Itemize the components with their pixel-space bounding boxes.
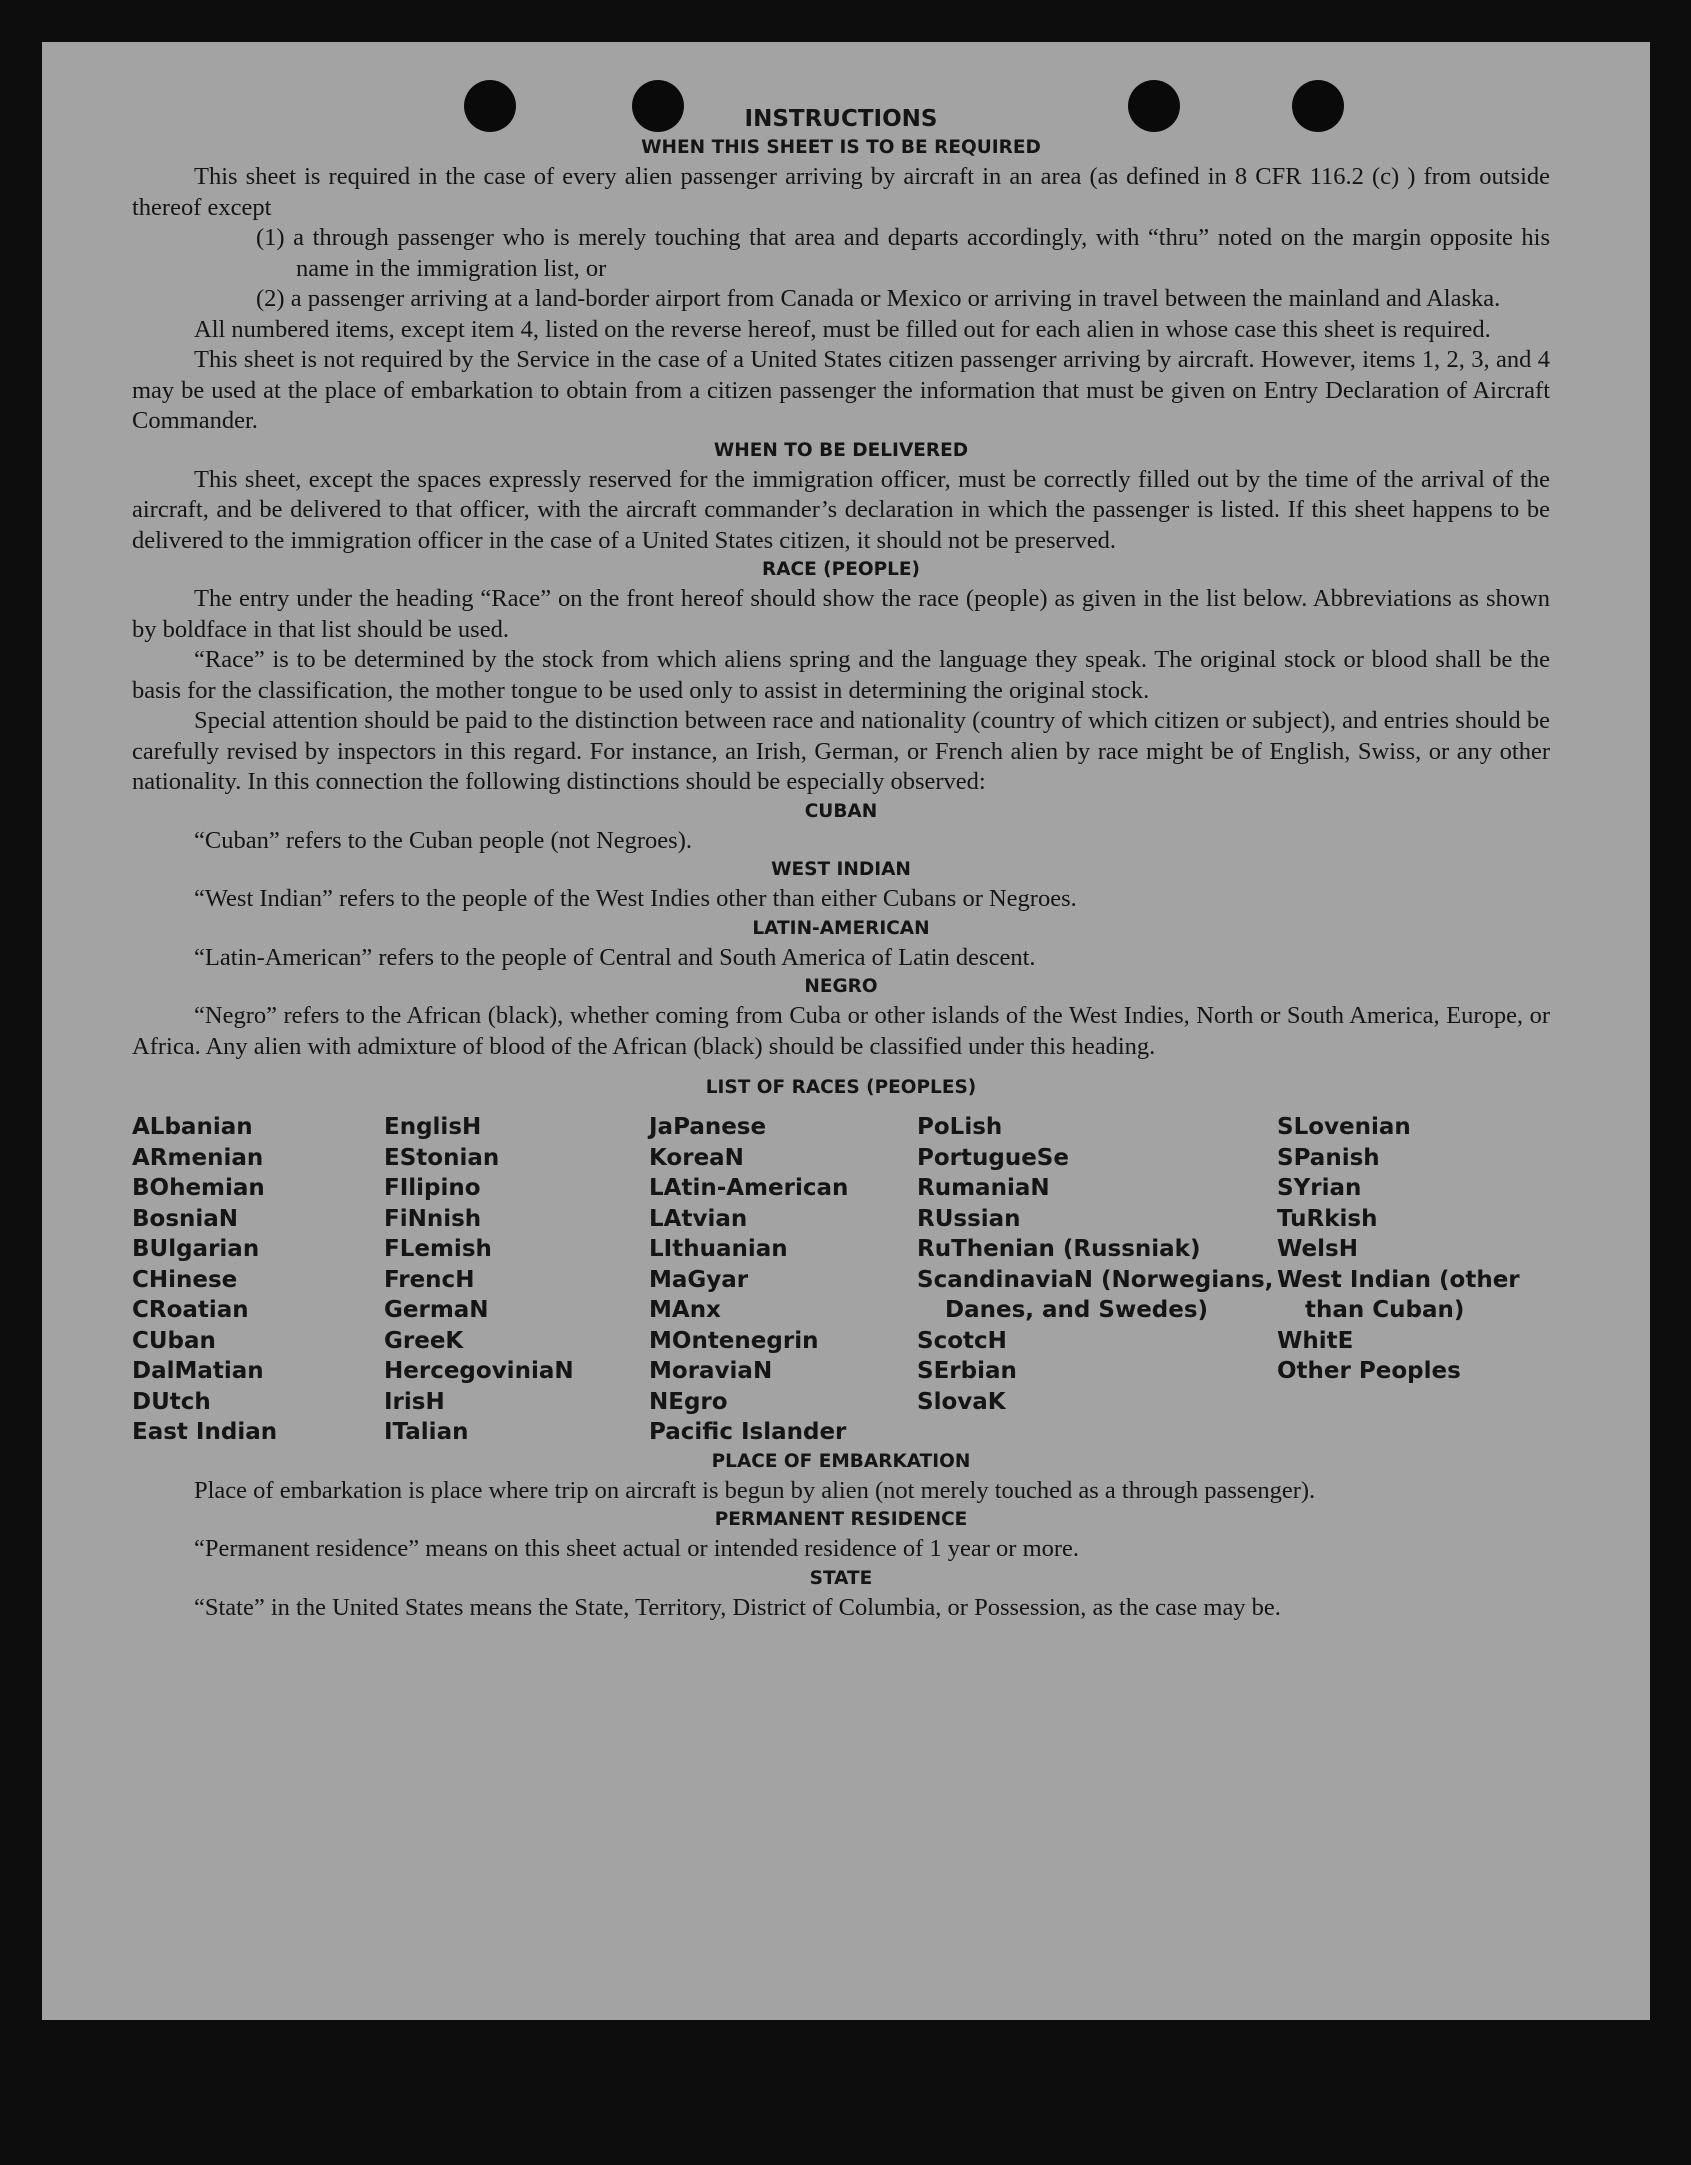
race-entry: TuRkish bbox=[1277, 1205, 1378, 1232]
west-indian-text: “West Indian” refers to the people of the West Indies other than either Cubans or Negroes. bbox=[194, 885, 1077, 912]
race-entry: West Indian (other than Cuban) bbox=[1277, 1266, 1520, 1323]
race-entry: MAnx bbox=[649, 1297, 721, 1323]
required-intro: This sheet is required in the case of every alien passenger arriving by aircraft in an area (as defined in 8 CFR 116.2 (c) ) from outside thereof except bbox=[132, 163, 1550, 221]
race-entry: LIthuanian bbox=[649, 1236, 788, 1262]
race-entry: RumaniaN bbox=[917, 1175, 1050, 1201]
exception-1: (1) a through passenger who is merely touching that area and departs accordingly, with “thru” noted on the margin opposite his name in the immigration list, or bbox=[256, 224, 1550, 282]
race-entry: ARmenian bbox=[132, 1144, 264, 1171]
races-column bbox=[649, 1112, 917, 1448]
race-entry: IrisH bbox=[384, 1388, 445, 1415]
list-of-races-heading: LIST OF RACES (PEOPLES) bbox=[705, 1077, 977, 1098]
races-column bbox=[384, 1112, 649, 1448]
section-heading-required: WHEN THIS SHEET IS TO BE REQUIRED bbox=[641, 137, 1041, 158]
race-entry: GreeK bbox=[384, 1327, 464, 1354]
race-entry: SLovenian bbox=[1277, 1114, 1411, 1140]
race-entry: WhitE bbox=[1277, 1327, 1354, 1354]
races-column bbox=[917, 1112, 1277, 1448]
race-entry: BOhemian bbox=[132, 1175, 265, 1201]
race-entry: BosniaN bbox=[132, 1205, 239, 1232]
race-entry: EStonian bbox=[384, 1144, 500, 1171]
race-entry: HercegoviniaN bbox=[384, 1358, 574, 1384]
race-entry: BUlgarian bbox=[132, 1236, 260, 1262]
race-entry: ScandinaviaN (Norwegians, Danes, and Swedes) bbox=[917, 1266, 1274, 1323]
race-entry: DalMatian bbox=[132, 1358, 264, 1384]
race-entry: GermaN bbox=[384, 1297, 489, 1323]
residence-text: “Permanent residence” means on this sheet actual or intended residence of 1 year or more. bbox=[194, 1535, 1080, 1562]
cuban-text: “Cuban” refers to the Cuban people (not Negroes). bbox=[194, 826, 692, 854]
race-entry: LAtin-American bbox=[649, 1175, 849, 1201]
race-entry: ITalian bbox=[384, 1419, 469, 1445]
section-heading-latin-american: LATIN-AMERICAN bbox=[752, 917, 930, 939]
instruction-sheet bbox=[42, 42, 1650, 2020]
race-entry: MoraviaN bbox=[649, 1358, 773, 1384]
delivered-text: This sheet, except the spaces expressly reserved for the immigration officer, must be correctly filled out by the time of the arrival of the aircraft, and be delivered to that officer, with the aircraft commander’s declaration in which the passenger is listed. If this sheet happens to be delivered to the immigration officer in the case of a United States citizen, it should not be preserved. bbox=[132, 465, 1550, 554]
section-heading-state: STATE bbox=[809, 1567, 873, 1589]
race-entry: Pacific Islander bbox=[649, 1419, 847, 1445]
race-entry: FLemish bbox=[384, 1236, 492, 1262]
race-entry: SlovaK bbox=[917, 1388, 1006, 1415]
race-entry: ScotcH bbox=[917, 1327, 1007, 1354]
exception-2: (2) a passenger arriving at a land-border airport from Canada or Mexico or arriving in travel between the mainland and Alaska. bbox=[256, 285, 1501, 312]
races-column bbox=[1277, 1112, 1547, 1448]
race-entry: FrencH bbox=[384, 1266, 475, 1293]
negro-text: “Negro” refers to the African (black), whether coming from Cuba or other islands of the West Indies, North or South America, Europe, or Africa. Any alien with admixture of blood of the African (black) should be classified under this heading. bbox=[132, 1002, 1550, 1060]
race-entry: EnglisH bbox=[384, 1114, 482, 1140]
section-heading-west-indian: WEST INDIAN bbox=[771, 859, 911, 880]
races-column bbox=[132, 1112, 384, 1448]
embarkation-text: Place of embarkation is place where trip on aircraft is begun by alien (not merely touched as a through passenger). bbox=[194, 1476, 1316, 1504]
races-list bbox=[132, 1112, 1550, 1448]
numbered-items-text: All numbered items, except item 4, listed on the reverse hereof, must be filled out for each alien in whose case this sheet is required. bbox=[194, 315, 1491, 343]
section-heading-residence: PERMANENT RESIDENCE bbox=[714, 1509, 968, 1530]
race-entry: PoLish bbox=[917, 1114, 1003, 1140]
race-paragraph-1: The entry under the heading “Race” on the front hereof should show the race (people) as given in the list below. Abbreviations as shown by boldface in that list should be used. bbox=[132, 585, 1550, 643]
race-entry: RuThenian (Russniak) bbox=[917, 1236, 1201, 1262]
race-entry: SErbian bbox=[917, 1358, 1017, 1384]
section-heading-cuban: CUBAN bbox=[804, 800, 878, 822]
race-paragraph-3: Special attention should be paid to the distinction between race and nationality (country of which citizen or subject), and entries should be carefully revised by inspectors in this regard. For instance, an Irish, German, or French alien by race might be of English, Swiss, or any other nationality. In this connection the following distinctions should be especially observed: bbox=[132, 707, 1550, 795]
section-heading-embarkation: PLACE OF EMBARKATION bbox=[711, 1450, 971, 1472]
race-entry: MOntenegrin bbox=[649, 1327, 819, 1354]
race-entry: CUban bbox=[132, 1327, 216, 1354]
race-entry: KoreaN bbox=[649, 1144, 744, 1171]
latin-american-text: “Latin-American” refers to the people of Central and South America of Latin descent. bbox=[194, 943, 1036, 971]
state-text: “State” in the United States means the State, Territory, District of Columbia, or Possession, as the case may be. bbox=[194, 1593, 1281, 1621]
race-entry: East Indian bbox=[132, 1419, 278, 1445]
race-entry: ALbanian bbox=[132, 1114, 253, 1140]
section-heading-race: RACE (PEOPLE) bbox=[761, 559, 921, 580]
race-entry: Other Peoples bbox=[1277, 1358, 1461, 1384]
race-entry: RUssian bbox=[917, 1205, 1021, 1232]
race-entry: FIlipino bbox=[384, 1175, 481, 1201]
race-entry: CRoatian bbox=[132, 1297, 249, 1323]
race-entry: WelsH bbox=[1277, 1236, 1358, 1262]
citizen-text: This sheet is not required by the Service in the case of a United States citizen passenger arriving by aircraft. However, items 1, 2, 3, and 4 may be used at the place of embarkation to obtain from a citizen passenger the information that must be given on Entry Declaration of Aircraft Commander. bbox=[132, 346, 1550, 434]
race-entry: LAtvian bbox=[649, 1205, 748, 1232]
race-paragraph-2: “Race” is to be determined by the stock from which aliens spring and the language they speak. The original stock or blood shall be the basis for the classification, the mother tongue to be used only to assist in determining the original stock. bbox=[132, 646, 1550, 704]
race-entry: NEgro bbox=[649, 1388, 728, 1415]
instructions-content bbox=[132, 104, 1550, 1623]
race-entry: DUtch bbox=[132, 1388, 211, 1415]
race-entry: MaGyar bbox=[649, 1266, 749, 1293]
section-heading-negro: NEGRO bbox=[804, 976, 878, 997]
race-entry: SPanish bbox=[1277, 1144, 1380, 1171]
race-entry: FiNnish bbox=[384, 1205, 482, 1232]
race-entry: PortugueSe bbox=[917, 1144, 1069, 1171]
race-entry: SYrian bbox=[1277, 1175, 1362, 1201]
page-title: INSTRUCTIONS bbox=[744, 106, 938, 132]
race-entry: CHinese bbox=[132, 1266, 238, 1293]
section-heading-delivered: WHEN TO BE DELIVERED bbox=[713, 439, 969, 461]
race-entry: JaPanese bbox=[649, 1114, 767, 1140]
